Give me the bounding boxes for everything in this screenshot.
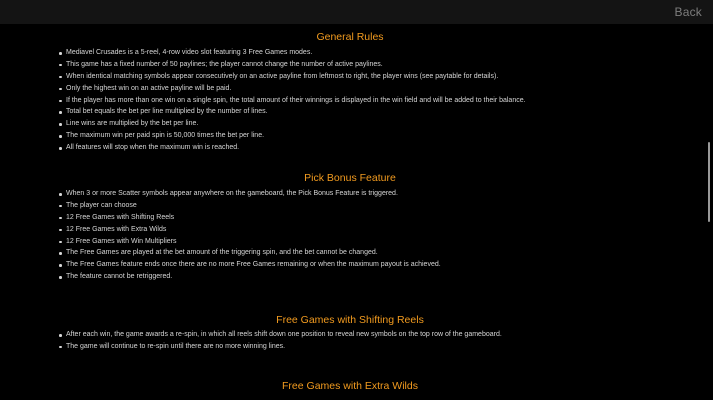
bullet-icon — [59, 264, 62, 267]
bullet-icon — [59, 135, 62, 138]
list-item: After each win, the game awards a re-spin, in which all reels shift down one position to reveal new symbols on the top row of the gameboard. — [59, 329, 679, 341]
list-item: Mediavel Crusades is a 5-reel, 4-row video slot featuring 3 Free Games modes. — [59, 47, 679, 59]
list-item: 12 Free Games with Shifting Reels — [59, 212, 679, 224]
bullet-icon — [59, 346, 62, 349]
list-item: The maximum win per paid spin is 50,000 times the bet per line. — [59, 130, 679, 142]
top-bar — [0, 0, 713, 24]
list-item: 12 Free Games with Win Multipliers — [59, 236, 679, 248]
list-item: The player can choose — [59, 200, 679, 212]
list-item: The feature cannot be retriggered. — [59, 271, 679, 283]
bullet-icon — [59, 147, 62, 150]
rules-content — [0, 24, 700, 400]
list-item: If the player has more than one win on a single spin, the total amount of their winnings is displayed in the win field and will be added to their balance. — [59, 95, 679, 107]
shifting-reels-list — [59, 329, 679, 353]
general-rules-list — [59, 47, 679, 154]
list-item: This game has a fixed number of 50 paylines; the player cannot change the number of active paylines. — [59, 59, 679, 71]
list-item: When identical matching symbols appear consecutively on an active payline from leftmost to right, the player wins (see paytable for details). — [59, 71, 679, 83]
section-title-general-rules: General Rules — [316, 31, 384, 43]
list-item: Total bet equals the bet per line multiplied by the number of lines. — [59, 106, 679, 118]
bullet-icon — [59, 193, 62, 196]
list-item: 12 Free Games with Extra Wilds — [59, 224, 679, 236]
bullet-icon — [59, 241, 62, 244]
list-item: The Free Games feature ends once there are no more Free Games remaining or when the maximum payout is achieved. — [59, 259, 679, 271]
list-item: The Free Games are played at the bet amount of the triggering spin, and the bet cannot be changed. — [59, 247, 679, 259]
bullet-icon — [59, 252, 62, 255]
list-item: When 3 or more Scatter symbols appear anywhere on the gameboard, the Pick Bonus Feature is triggered. — [59, 188, 679, 200]
section-title-extra-wilds: Free Games with Extra Wilds — [282, 380, 418, 392]
list-item: Only the highest win on an active payline will be paid. — [59, 83, 679, 95]
bullet-icon — [59, 100, 62, 103]
bullet-icon — [59, 334, 62, 337]
bullet-icon — [59, 64, 62, 67]
scrollbar[interactable] — [700, 24, 713, 400]
bullet-icon — [59, 123, 62, 126]
section-title-shifting-reels: Free Games with Shifting Reels — [276, 314, 424, 326]
bullet-icon — [59, 52, 62, 55]
list-item: The game will continue to re-spin until there are no more winning lines. — [59, 341, 679, 353]
bullet-icon — [59, 217, 62, 220]
bullet-icon — [59, 205, 62, 208]
bullet-icon — [59, 76, 62, 79]
list-item: Line wins are multiplied by the bet per line. — [59, 118, 679, 130]
scrollbar-thumb[interactable] — [708, 142, 710, 222]
pick-bonus-feature-list — [59, 188, 679, 283]
bullet-icon — [59, 276, 62, 279]
bullet-icon — [59, 111, 62, 114]
list-item: All features will stop when the maximum win is reached. — [59, 142, 679, 154]
bullet-icon — [59, 88, 62, 91]
bullet-icon — [59, 229, 62, 232]
section-title-pick-bonus-feature: Pick Bonus Feature — [304, 172, 396, 184]
back-button[interactable]: Back — [674, 5, 702, 19]
